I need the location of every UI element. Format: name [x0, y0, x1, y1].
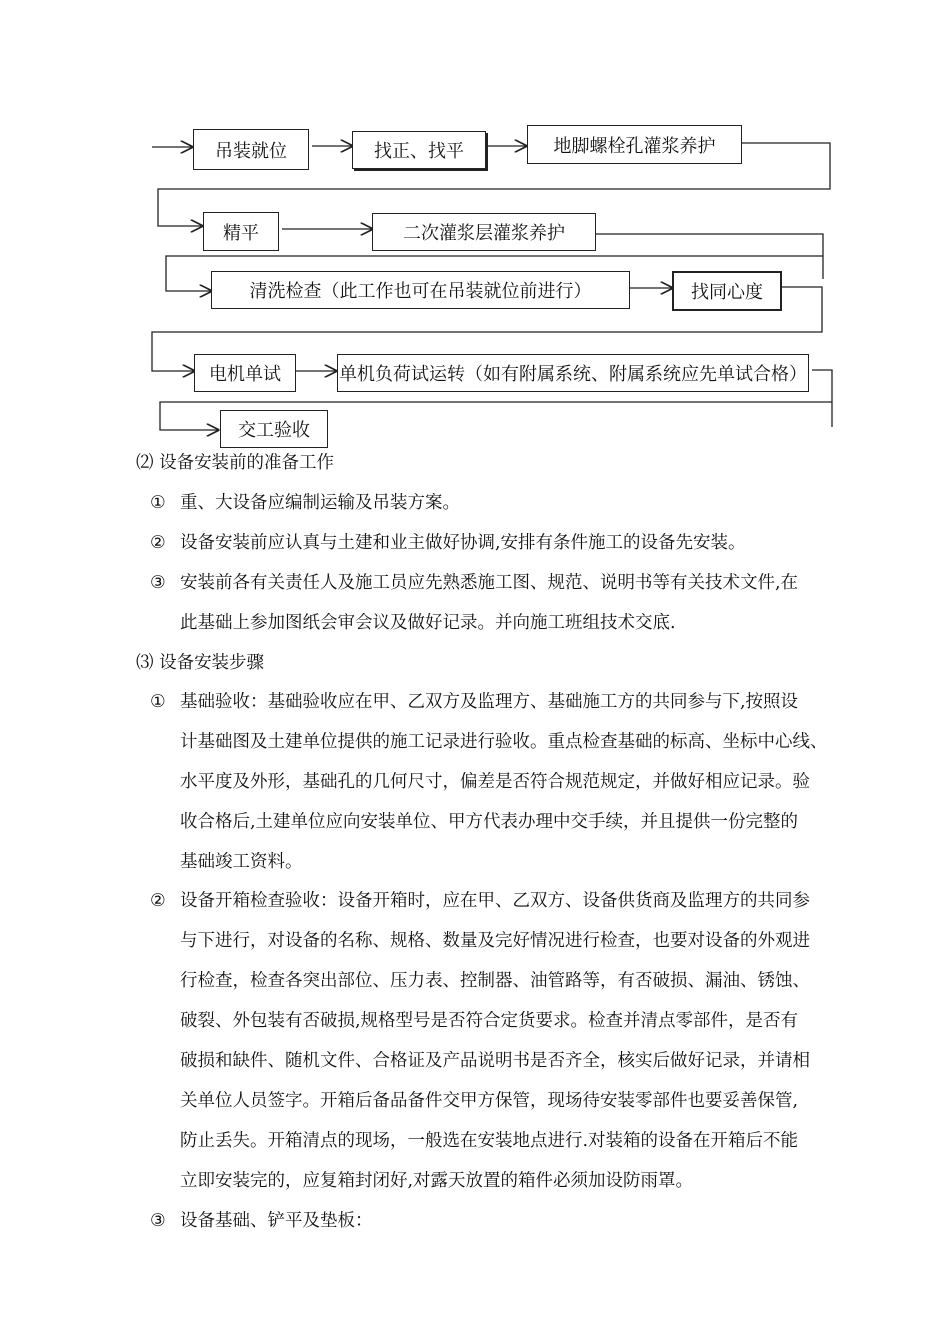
paragraph-line: 与下进行，对设备的名称、规格、数量及完好情况进行检查，也要对设备的外观进: [180, 931, 810, 951]
paragraph-line: 收合格后,土建单位应向安装单位、甲方代表办理中交手续，并且提供一份完整的: [180, 812, 799, 832]
step-label: 清洗检查（此工作也可在吊装就位前进行）: [249, 281, 592, 302]
paragraph-line: 设备基础、铲平及垫板：: [180, 1211, 373, 1231]
list-marker: ③: [150, 573, 166, 593]
paragraph-line: 防止丢失。开箱清点的现场，一般选在安装地点进行.对装箱的设备在开箱后不能: [180, 1131, 799, 1151]
paragraph-line: 立即安装完的，应复箱封闭好,对露天放置的箱件必须加设防雨罩。: [180, 1171, 694, 1191]
section-heading: ⑶ 设备安装步骤: [136, 653, 265, 673]
step-secondary-grouting: [372, 213, 596, 251]
step-fine-level: [203, 212, 279, 251]
paragraph-line: 设备开箱检查验收：设备开箱时，应在甲、乙双方、设备供货商及监理方的共同参: [180, 891, 810, 911]
list-marker: ②: [150, 891, 166, 911]
step-label: 吊装就位: [215, 140, 287, 162]
step-label: 电机单试: [209, 364, 281, 385]
paragraph-line: 基础竣工资料。: [180, 852, 303, 872]
list-marker: ③: [150, 1211, 166, 1231]
step-label: 精平: [223, 222, 259, 244]
step-label: 二次灌浆层灌浆养护: [403, 223, 565, 244]
step-label: 找正、找平: [374, 141, 464, 162]
paragraph-line: 破裂、外包装有否破损,规格型号是否符合定货要求。检查并清点零部件，是否有: [180, 1011, 799, 1031]
paragraph-line: 水平度及外形，基础孔的几何尺寸，偏差是否符合规范规定，并做好相应记录。验: [180, 772, 810, 792]
paragraph-line: 此基础上参加图纸会审会议及做好记录。并向施工班组技术交底.: [180, 613, 676, 633]
list-marker: ②: [150, 533, 166, 553]
step-label: 交工验收: [238, 420, 310, 441]
step-handover-acceptance: [220, 410, 328, 448]
step-motor-test: [194, 354, 296, 392]
step-anchor-grouting: [527, 125, 742, 164]
step-lift-in-place: [193, 129, 309, 170]
process-flowchart: [0, 0, 950, 450]
section-heading: ⑵ 设备安装前的准备工作: [136, 453, 335, 473]
step-label: 找同心度: [691, 282, 763, 303]
step-label: 地脚螺栓孔灌浆养护: [553, 135, 716, 157]
step-clean-inspect: [211, 271, 630, 309]
paragraph-line: 计基础图及土建单位提供的施工记录进行验收。重点检查基础的标高、坐标中心线、: [180, 732, 828, 752]
paragraph-line: 基础验收：基础验收应在甲、乙双方及监理方、基础施工方的共同参与下,按照设: [180, 692, 799, 712]
step-concentricity: [672, 271, 782, 311]
step-align-level: [352, 131, 486, 169]
paragraph-line: 关单位人员签字。开箱后备品备件交甲方保管，现场待安装零部件也要妥善保管,: [180, 1091, 799, 1111]
paragraph-line: 设备安装前应认真与土建和业主做好协调,安排有条件施工的设备先安装。: [180, 533, 746, 553]
list-marker: ①: [150, 692, 166, 712]
paragraph-line: 行检查，检查各突出部位、压力表、控制器、油管路等，有否破损、漏油、锈蚀、: [180, 971, 810, 991]
paragraph-line: 安装前各有关责任人及施工员应先熟悉施工图、规范、说明书等有关技术文件,在: [180, 573, 799, 593]
step-load-trial-run: [337, 354, 809, 392]
step-label: 单机负荷试运转（如有附属系统、附属系统应先单试合格）: [339, 364, 807, 385]
list-marker: ①: [150, 493, 166, 513]
paragraph-line: 破损和缺件、随机文件、合格证及产品说明书是否齐全，核实后做好记录，并请相: [180, 1051, 810, 1071]
connector-s9-s10: [812, 370, 832, 427]
paragraph-line: 重、大设备应编制运输及吊装方案。: [180, 493, 460, 513]
